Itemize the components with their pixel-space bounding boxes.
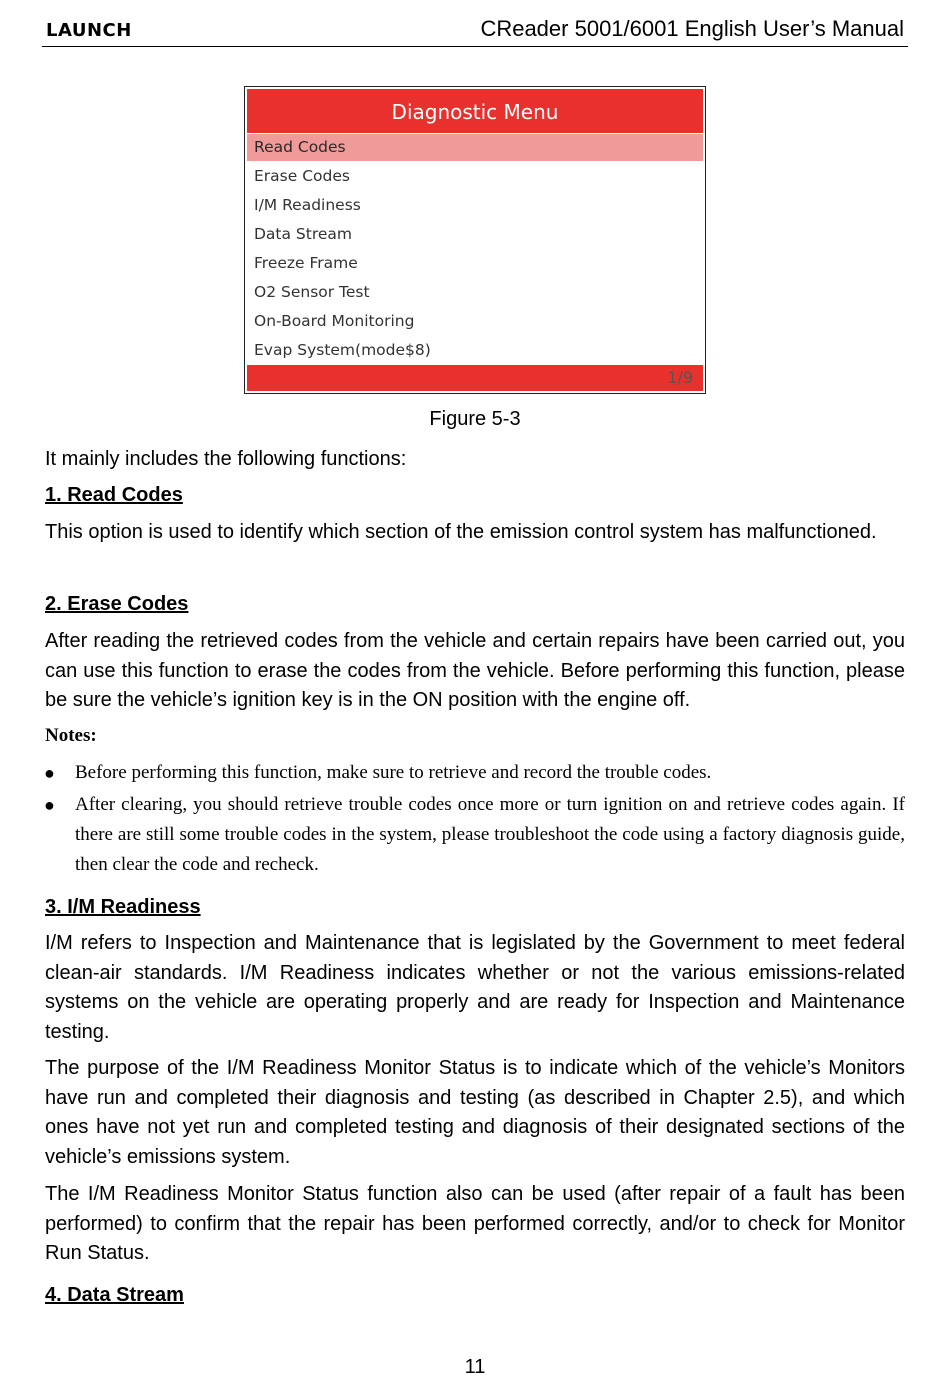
device-footer-bar [247, 365, 703, 391]
bullet-icon: ● [44, 763, 55, 783]
menu-item-freeze-frame[interactable]: Freeze Frame [254, 254, 358, 272]
heading-data-stream: 4. Data Stream [45, 1284, 184, 1306]
heading-erase-codes: 2. Erase Codes [45, 593, 189, 615]
manual-title: CReader 5001/6001 English User’s Manual [480, 16, 904, 41]
im-readiness-paragraph: I/M refers to Inspection and Maintenance that is legislated by the Government to meet federal clean-air standards. I/M Readiness indicates whether or not the various emissions-related systems on the vehicle are operating properly and are ready for Inspection and Maintenance testing. [45, 932, 905, 1043]
erase-codes-body: After reading the retrieved codes from the vehicle and certain repairs have been carried out, you can use this function to erase the codes from the vehicle. Before performing this function, please be sure the vehicle’s ignition key is in the ON position with the engine off. [45, 630, 905, 711]
notes-label: Notes: [45, 725, 97, 746]
page-indicator: 1/9 [667, 368, 693, 387]
menu-item-on-board-monitoring[interactable]: On-Board Monitoring [254, 312, 415, 330]
menu-item-o2-sensor-test[interactable]: O2 Sensor Test [254, 283, 370, 301]
intro-text: It mainly includes the following functions: [45, 448, 407, 470]
note-item: After clearing, you should retrieve trouble codes once more or turn ignition on and retrieve codes again. If there are still some trouble codes in the system, please troubleshoot the code using a factory diagnosis guide, then clear the code and recheck. [75, 794, 905, 875]
bullet-icon: ● [44, 795, 55, 815]
heading-read-codes: 1. Read Codes [45, 484, 183, 506]
menu-item-read-codes[interactable]: Read Codes [247, 134, 703, 161]
menu-item-im-readiness[interactable]: I/M Readiness [254, 196, 361, 214]
menu-item-evap-system[interactable]: Evap System(mode$8) [254, 341, 431, 359]
note-item: Before performing this function, make sure to retrieve and record the trouble codes. [75, 762, 712, 783]
page-number: 11 [464, 1356, 486, 1378]
menu-item-erase-codes[interactable]: Erase Codes [254, 167, 350, 185]
im-readiness-paragraph: The purpose of the I/M Readiness Monitor Status is to indicate which of the vehicle’s Monitors have run and completed their diagnosis and testing (as described in Chapter 2.5), and which ones have not yet run and completed testing and diagnosis of their designated sections of the vehicle’s emissions system. [45, 1057, 905, 1168]
menu-item-data-stream[interactable]: Data Stream [254, 225, 353, 243]
page-header [42, 14, 908, 47]
device-screen-figure [244, 86, 706, 394]
heading-im-readiness: 3. I/M Readiness [45, 896, 201, 918]
read-codes-body: This option is used to identify which section of the emission control system has malfunctioned. [45, 521, 877, 543]
brand-logo-text: LAUNCH [46, 20, 132, 41]
diagnostic-menu-title: Diagnostic Menu [247, 89, 703, 133]
im-readiness-paragraph: The I/M Readiness Monitor Status function also can be used (after repair of a fault has been performed) to confirm that the repair has been performed correctly, and/or to check for Monitor Run Status. [45, 1183, 905, 1264]
figure-caption: Figure 5-3 [429, 408, 521, 430]
